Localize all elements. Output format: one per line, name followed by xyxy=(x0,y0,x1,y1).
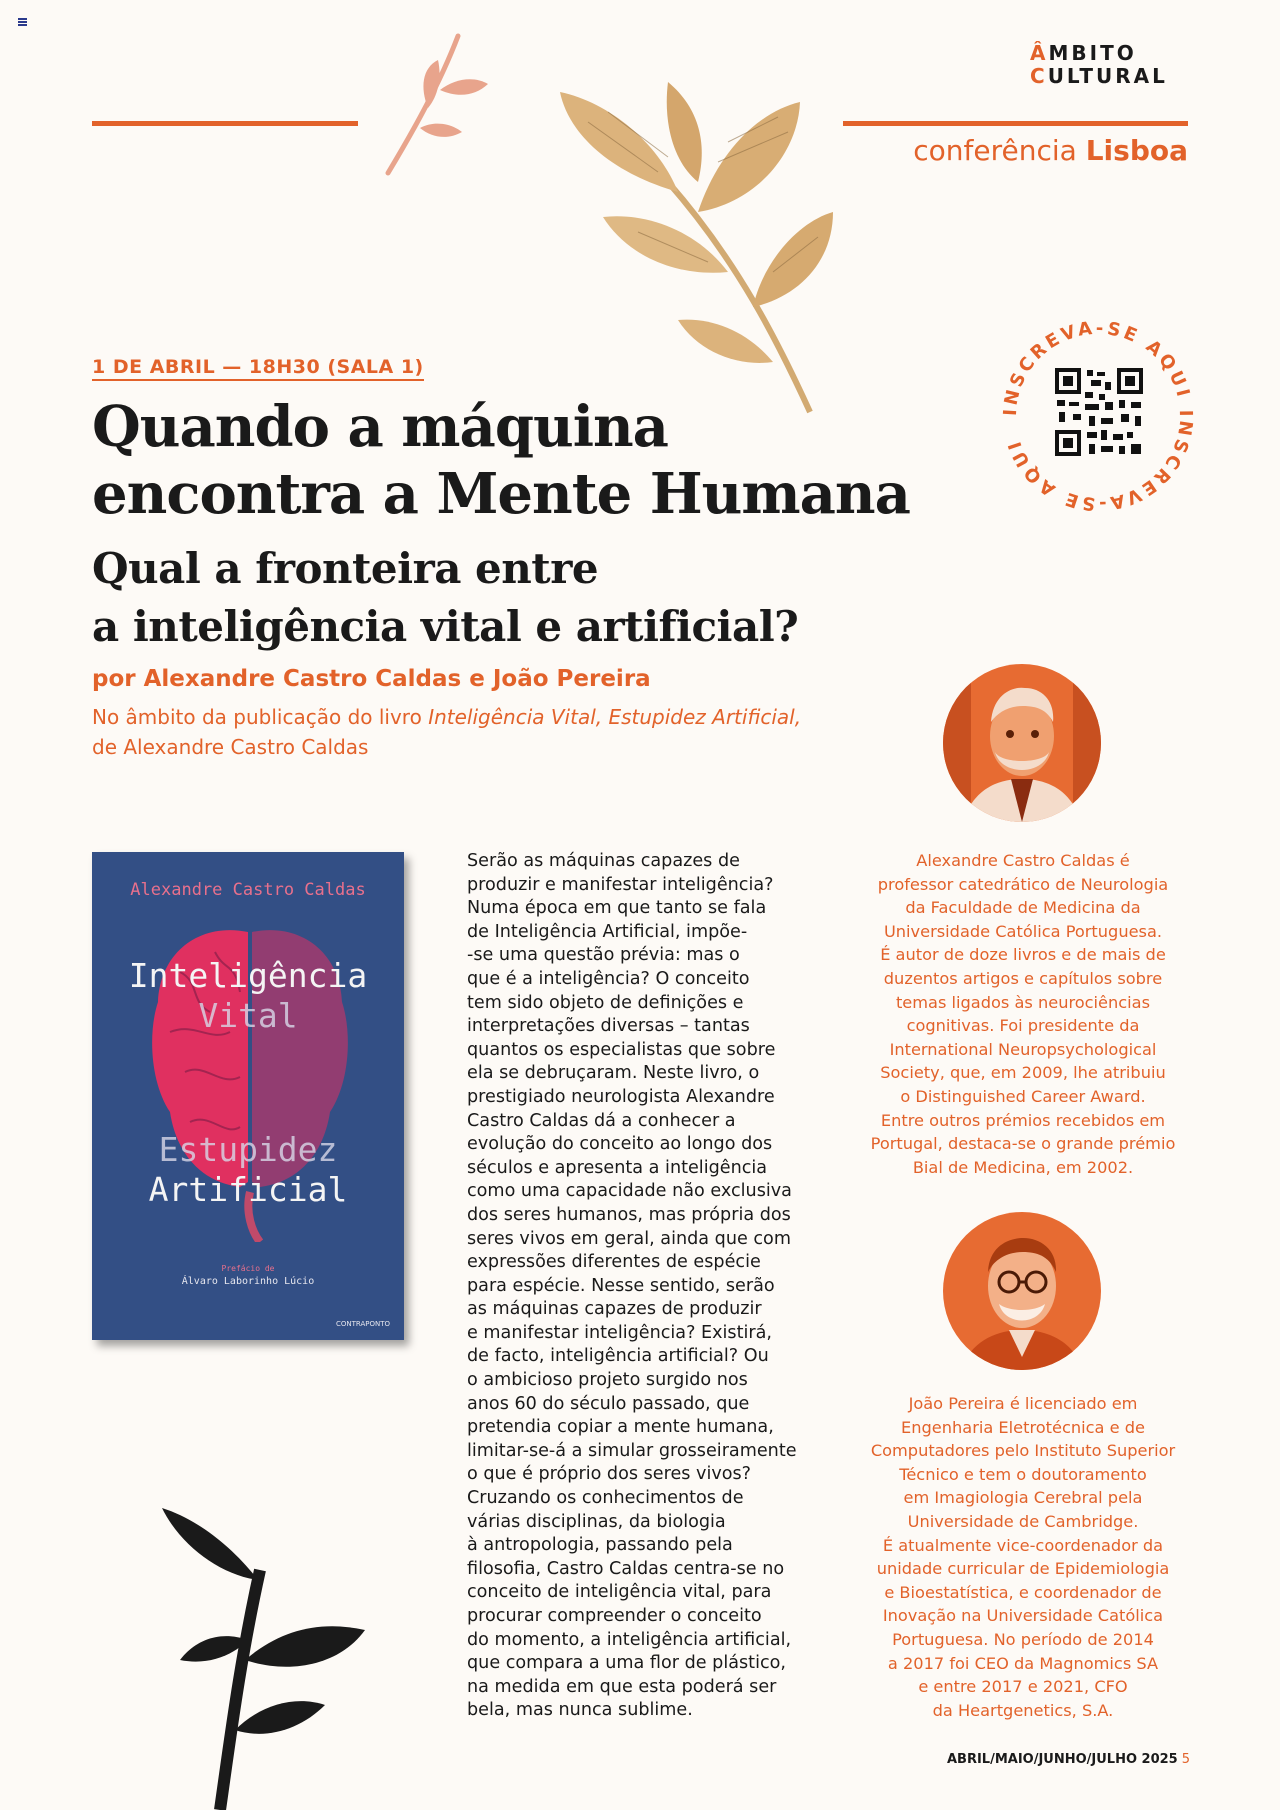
article-body: Serão as máquinas capazes de produzir e manifestar inteligência? Numa época em que tanto se fala de Inteligência Artificial, impõe- -se uma questão prévia: mas o que é a inteligência? O conceito tem sido objeto de definições e interpretações diversas – tantas quantos os especialistas que sobre ela se debruçaram. Neste livro, o prestigiado neurologista Alexandre Castro Caldas dá a conhecer a evolução do conceito ao longo dos séculos e apresenta a inteligência como uma capacidade não exclusiva dos seres humanos, mas própria dos seres vivos em geral, ainda que com expressões diferentes de espécie para espécie. Nesse sentido, serão as máquinas capazes de produzir e manifestar inteligência? Existirá, de facto, inteligência artificial? Ou o ambicioso projeto surgido nos anos 60 do século passado, que pretendia copiar a mente humana, limitar-se-á a simular grosseiramente o que é próprio dos seres vivos? Cruzando os conhecimentos de várias disciplinas, da biologia à antropologia, passando pela filosofia, Castro Caldas centra-se no conceito de inteligência vital, para procurar compreender o conceito do momento, a inteligência artificial, que compara a uma flor de plástico, na medida em que esta poderá ser bela, mas nunca sublime. xyxy=(467,851,797,1721)
issue-label: ABRIL/MAIO/JUNHO/JULHO 2025 xyxy=(946,1752,1178,1767)
header-rule-left xyxy=(92,121,358,126)
book-title-line2: Vital xyxy=(198,996,298,1035)
speaker-photo-joao-pereira xyxy=(943,1212,1101,1370)
page-number: 5 xyxy=(1181,1752,1190,1767)
book-author: Alexandre Castro Caldas xyxy=(130,880,366,900)
event-title-line1: Quando a máquina xyxy=(92,394,668,460)
ambito-cultural-logo: ÂMBITO CULTURAL xyxy=(1030,41,1168,88)
book-preface-author: Álvaro Laborinho Lúcio xyxy=(181,1276,315,1287)
event-subtitle-line2: a inteligência vital e artificial? xyxy=(92,602,799,651)
qr-ring-text: INSCREVA-SE AQUI INSCREVA-SE AQUI xyxy=(1000,318,1196,514)
event-date-time: 1 DE ABRIL — 18H30 (SALA 1) xyxy=(92,356,424,381)
event-title xyxy=(92,394,912,528)
speaker-photo-castro-caldas xyxy=(943,664,1101,822)
speaker-bio-joao-pereira: João Pereira é licenciado em Engenharia Eletrotécnica e de Computadores pelo Instituto Superior Técnico e tem o doutoramento em Imagiologia Cerebral pela Universidade de Cambridge. É atualmente vice-coordenador da unidade curricular de Epidemiologia e Bioestatística, e coordenador de Inovação na Universidade Católica Portuguesa. No período de 2014 a 2017 foi CEO da Magnomics SA e entre 2017 e 2021, CFO da Heartgenetics, S.A. xyxy=(870,1394,1176,1720)
context-prefix: No âmbito da publicação do livro xyxy=(92,705,429,729)
context-book-title: Inteligência Vital, Estupidez Artificial, xyxy=(428,705,802,729)
event-subtitle xyxy=(92,540,912,656)
conference-prefix: conferência xyxy=(913,134,1077,167)
book-title-line3: Estupidez xyxy=(158,1130,338,1169)
svg-text:INSCREVA-SE AQUI INSCREVA-SE A xyxy=(1000,318,1196,514)
signup-qr-code[interactable] xyxy=(1000,318,1196,514)
book-title-line1: Inteligência xyxy=(128,956,368,995)
event-subtitle-line1: Qual a fronteira entre xyxy=(92,544,599,593)
page-footer xyxy=(947,1752,1190,1767)
conference-label xyxy=(913,134,1188,167)
book-cover xyxy=(92,852,404,1340)
event-title-line2: encontra a Mente Humana xyxy=(92,461,910,527)
event-context xyxy=(92,702,872,762)
signup-qr-badge[interactable] xyxy=(1000,318,1196,514)
context-suffix: de Alexandre Castro Caldas xyxy=(92,735,369,759)
book-preface-label: Prefácio de xyxy=(221,1264,275,1273)
menu-icon[interactable] xyxy=(18,18,27,26)
paper-leaf-branch-icon xyxy=(548,62,848,422)
book-publisher: CONTRAPONTO xyxy=(335,1320,390,1328)
header-rule-right xyxy=(843,121,1188,126)
event-byline: por Alexandre Castro Caldas e João Pereira xyxy=(92,666,651,692)
black-leaf-branch-icon xyxy=(150,1490,390,1810)
pink-branch-icon xyxy=(380,28,500,178)
conference-city: Lisboa xyxy=(1085,134,1188,167)
book-title-line4: Artificial xyxy=(148,1170,348,1209)
speaker-bio-castro-caldas: Alexandre Castro Caldas é professor catedrático de Neurologia da Faculdade de Medicina da Universidade Católica Portuguesa. É autor de doze livros e de mais de duzentos artigos e capítulos sobre temas ligados às neurociências cognitivas. Foi presidente da International Neuropsychological Society, que, em 2009, lhe atribuiu o Distinguished Career Award. Entre outros prémios recebidos em Portugal, destaca-se o grande prémio Bial de Medicina, em 2002. xyxy=(870,851,1176,1177)
